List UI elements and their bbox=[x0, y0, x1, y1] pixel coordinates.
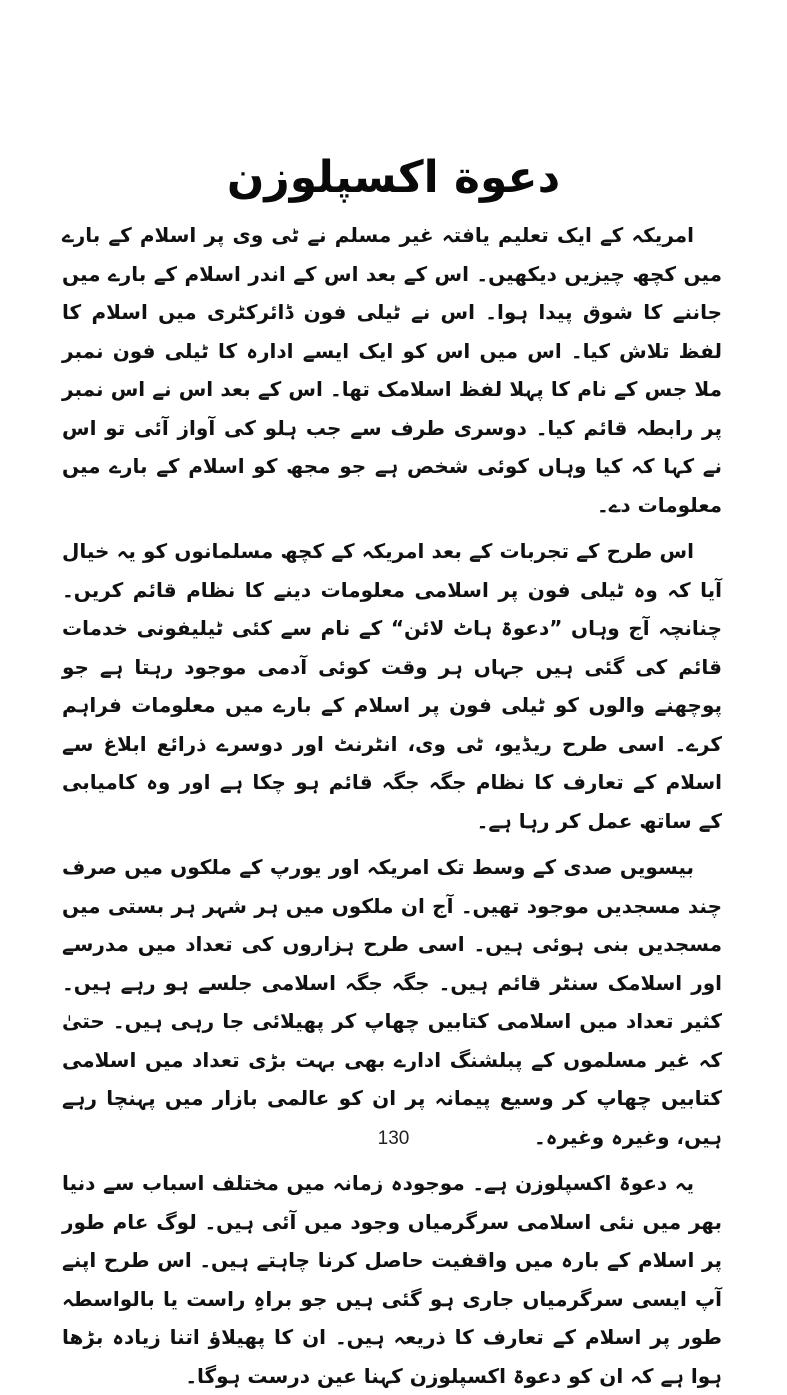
paragraph-2: اس طرح کے تجربات کے بعد امریکہ کے کچھ مسلمانوں کو یہ خیال آیا کہ وہ ٹیلی فون پر اسلامی معلومات دینے کا نظام قائم کریں۔ چنانچہ آج وہاں ”دعوۃ ہاٹ لائن“ کے نام سے کئی ٹیلیفونی خدمات قائم کی گئی ہیں جہاں ہر وقت کوئی آدمی موجود رہتا ہے جو پوچھنے والوں کو ٹیلی فون پر اسلام کے بارے میں معلومات فراہم کرے۔ اسی طرح ریڈیو، ٹی وی، انٹرنٹ اور دوسرے ذرائع ابلاغ سے اسلام کے تعارف کا نظام جگہ جگہ قائم ہو چکا ہے اور وہ کامیابی کے ساتھ عمل کر رہا ہے۔ bbox=[62, 539, 722, 833]
paragraph-1: امریکہ کے ایک تعلیم یافتہ غیر مسلم نے ٹی وی پر اسلام کے بارے میں کچھ چیزیں دیکھیں۔ اس کے بعد اس کے اندر اسلام کے بارے میں جاننے کا شوق پیدا ہوا۔ اس نے ٹیلی فون ڈائرکٹری میں اسلام کا لفظ تلاش کیا۔ اس میں اس کو ایک ایسے ادارہ کا ٹیلی فون نمبر ملا جس کے نام کا پہلا لفظ اسلامک تھا۔ اس کے بعد اس نے اس نمبر پر رابطہ قائم کیا۔ دوسری طرف سے جب ہلو کی آواز آئی تو اس نے کہا کہ کیا وہاں کوئی شخص ہے جو مجھ کو اسلام کے بارے میں معلومات دے۔ bbox=[62, 223, 723, 517]
page-title: دعوة اکسپلوزن bbox=[226, 152, 561, 203]
paragraph-3: بیسویں صدی کے وسط تک امریکہ اور یورپ کے ملکوں میں صرف چند مسجدیں موجود تھیں۔ آج ان ملکوں میں ہر شہر ہر بستی میں مسجدیں بنی ہوئی ہیں۔ اسی طرح ہزاروں کی تعداد میں مدرسے اور اسلامک سنٹر قائم ہیں۔ جگہ جگہ اسلامی جلسے ہو رہے ہیں۔ کثیر تعداد میں اسلامی کتابیں چھاپ کر پھیلائی جا رہی ہیں۔ حتیٰ کہ غیر مسلموں کے پبلشنگ ادارے بھی بہت بڑی تعداد میں اسلامی کتابیں چھاپ کر وسیع پیمانہ پر ان کو عالمی بازار میں پہنچا رہے ہیں، وغیرہ وغیرہ۔ bbox=[62, 855, 722, 1149]
body-text bbox=[62, 216, 722, 1395]
paragraph-4: یہ دعوۃ اکسپلوزن ہے۔ موجودہ زمانہ میں مختلف اسباب سے دنیا بھر میں نئی اسلامی سرگرمیاں وجود میں آئی ہیں۔ لوگ عام طور پر اسلام کے بارہ میں واقفیت حاصل کرنا چاہتے ہیں۔ اس طرح اپنے آپ ایسی سرگرمیاں جاری ہو گئی ہیں جو براہِ راست یا بالواسطہ طور پر اسلام کے تعارف کا ذریعہ ہیں۔ ان کا پھیلاؤ اتنا زیادہ بڑھا ہوا ہے کہ ان کو دعوۃ اکسپلوزن کہنا عین درست ہوگا۔ bbox=[62, 1171, 722, 1388]
page-number: 130 bbox=[377, 1128, 410, 1149]
